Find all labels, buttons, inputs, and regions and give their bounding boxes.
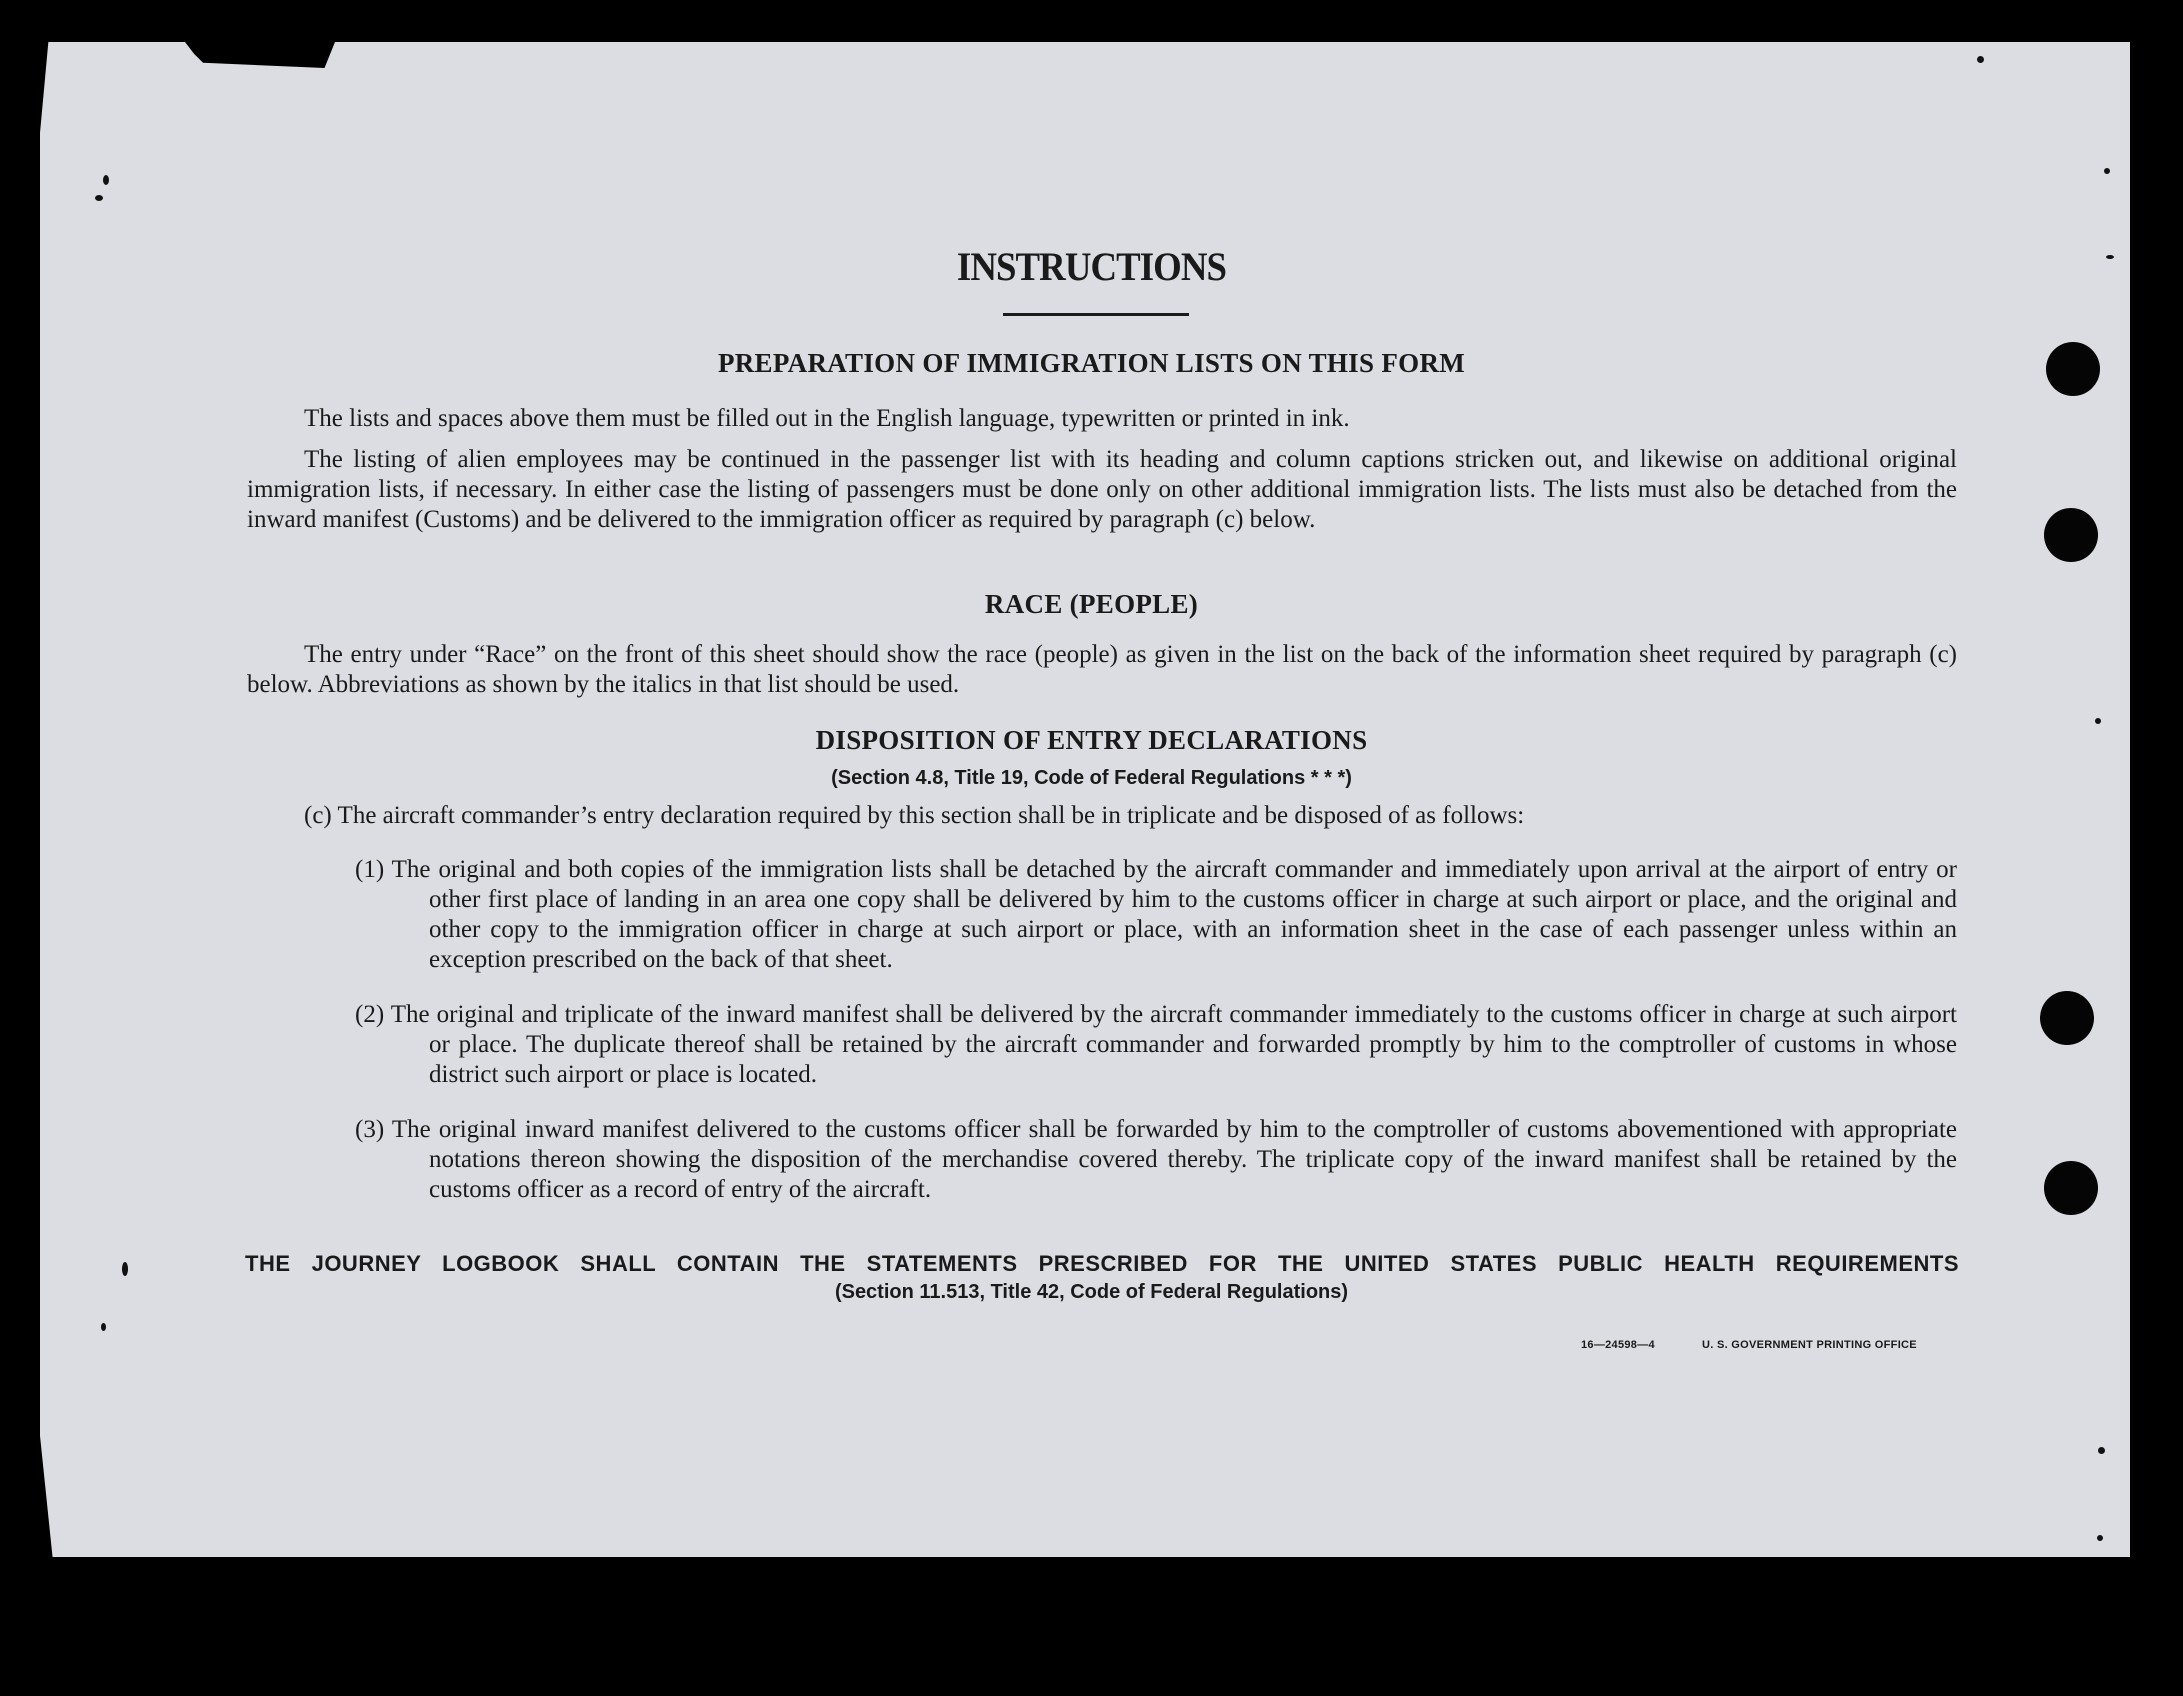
paragraph-language: The lists and spaces above them must be filled out in the English language, typewritten or printed in ink. xyxy=(304,405,1350,432)
heading-race: RACE (PEOPLE) xyxy=(984,589,1199,619)
title-underline xyxy=(1003,313,1189,316)
printer-imprint: U. S. GOVERNMENT PRINTING OFFICE xyxy=(1702,1339,1917,1351)
list-item: (2) The original and triplicate of the inward manifest shall be delivered by the aircraft commander immediately to the customs officer in charge at such airport or place. The duplicate thereof shall be retained by the aircraft commander and forwarded promptly by him to the comptroller of customs in whose district such airport or place is located. xyxy=(355,1001,1957,1088)
form-number: 16—24598—4 xyxy=(1581,1339,1655,1351)
page-title: INSTRUCTIONS xyxy=(956,244,1227,289)
list-item: (3) The original inward manifest delivered to the customs officer shall be forwarded by him to the comptroller of customs abovementioned with appropriate notations thereon showing the disposition of the merchandise covered thereby. The triplicate copy of the inward manifest shall be retained by the customs officer as a record of entry of the aircraft. xyxy=(355,1116,1957,1203)
logbook-statement: THE JOURNEY LOGBOOK SHALL CONTAIN THE STATEMENTS PRESCRIBED FOR THE UNITED STATES PUBLIC HEALTH REQUIREMENTS xyxy=(245,1251,1959,1276)
heading-preparation: PREPARATION OF IMMIGRATION LISTS ON THIS FORM xyxy=(717,348,1466,378)
paragraph-race: The entry under “Race” on the front of this sheet should show the race (people) as given in the list on the back of the information sheet required by paragraph (c) below. Abbreviations as shown by the italics in that list should be used. xyxy=(247,641,1957,698)
paragraph-alien-employees: The listing of alien employees may be continued in the passenger list with its heading and column captions stricken out, and likewise on additional original immigration lists, if necessary. In either case the listing of passengers must be done only on other additional immigration lists. The lists must also be detached from the inward manifest (Customs) and be delivered to the immigration officer as required by paragraph (c) below. xyxy=(247,446,1957,533)
paragraph-c-lead: (c) The aircraft commander’s entry declaration required by this section shall be in triplicate and be disposed of as follows: xyxy=(304,802,1525,829)
citation-title-42: (Section 11.513, Title 42, Code of Federal Regulations) xyxy=(834,1281,1349,1303)
heading-disposition: DISPOSITION OF ENTRY DECLARATIONS xyxy=(815,725,1368,755)
citation-title-19: (Section 4.8, Title 19, Code of Federal Regulations * * *) xyxy=(831,767,1352,789)
list-item: (1) The original and both copies of the immigration lists shall be detached by the aircraft commander and immediately upon arrival at the airport of entry or other first place of landing in an area one copy shall be delivered by him to the customs officer in charge at such airport or place, and the original and other copy to the immigration officer in charge at such airport or place, with an information sheet in the case of each passenger unless within an exception prescribed on the back of that sheet. xyxy=(355,856,1957,973)
